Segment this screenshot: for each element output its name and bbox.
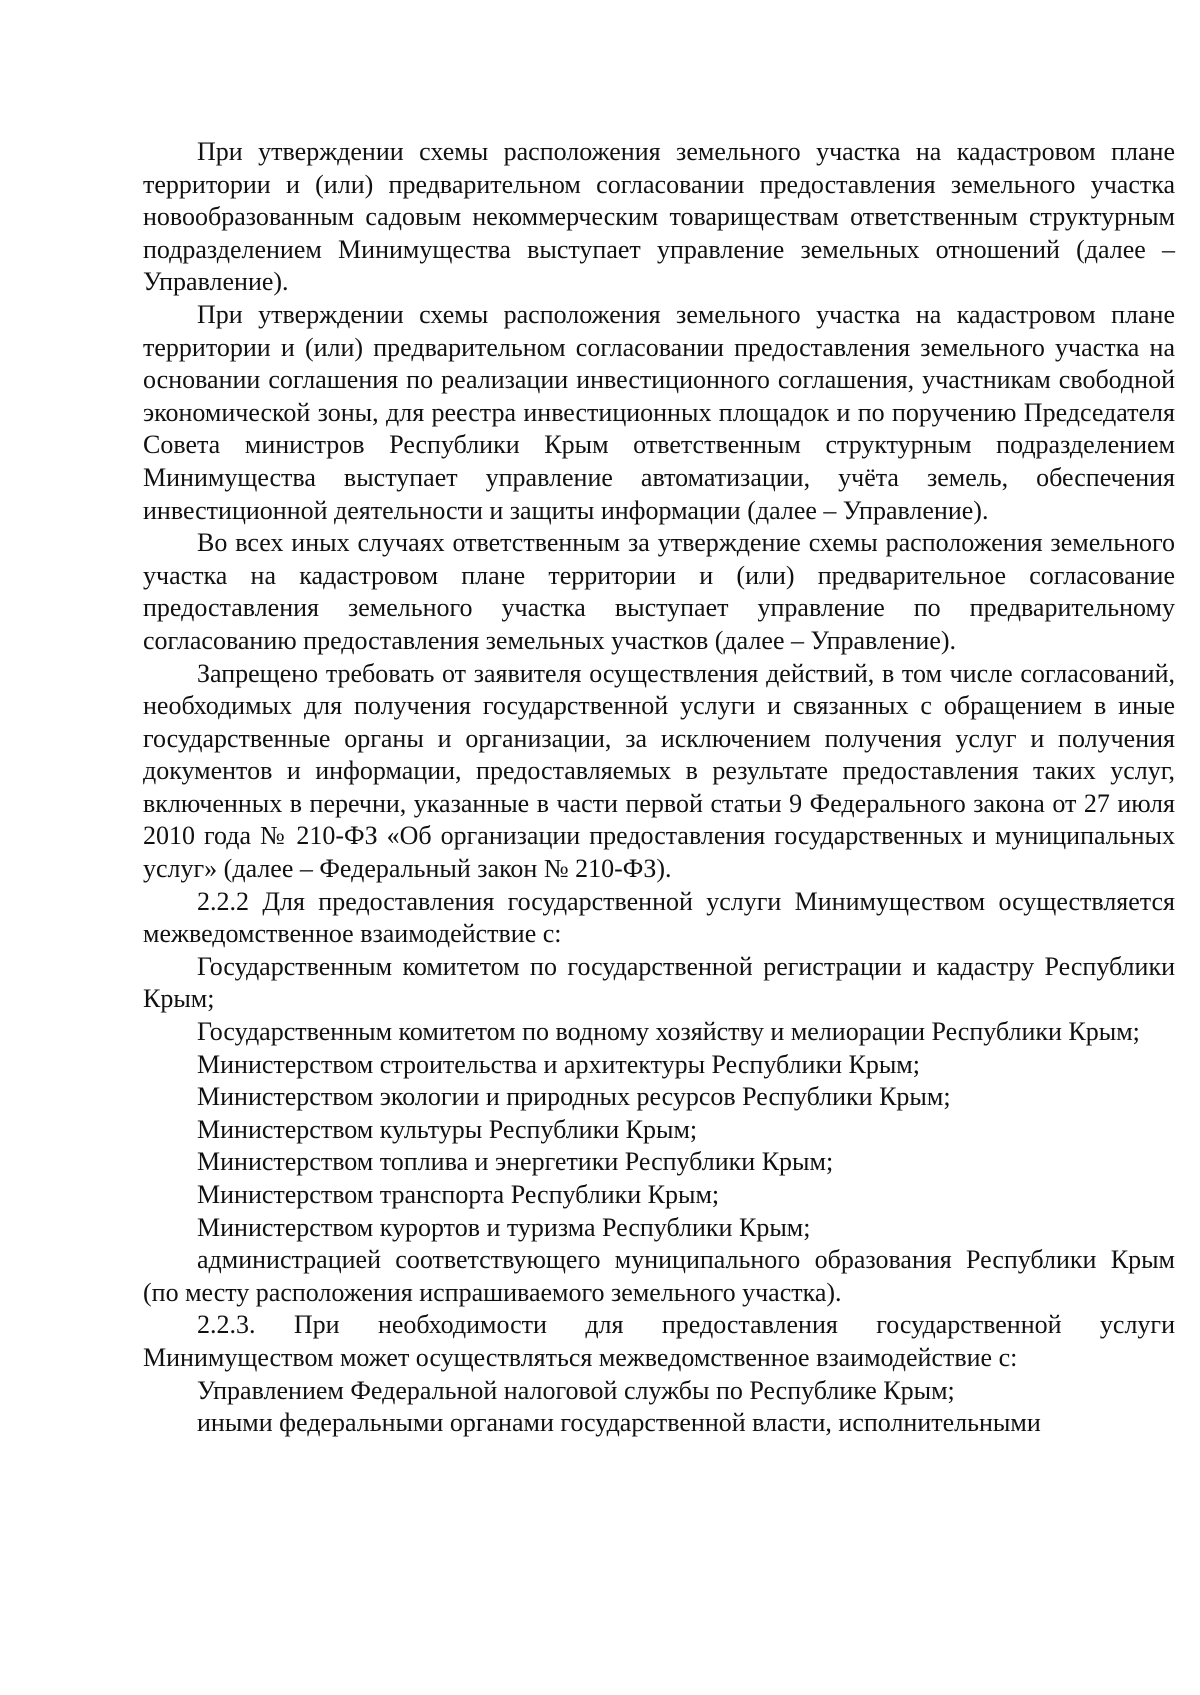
list-item: Управлением Федеральной налоговой службы по Республике Крым; <box>197 1375 955 1405</box>
paragraph: Запрещено требовать от заявителя осуществления действий, в том числе согласований, необходимых для получения государственной услуги и связанных с обращением в иные государственные органы и организации, за исключением получения услуг и получения документов и информации, предоставляемых в результате предоставления таких услуг, включенных в перечни, указанные в части первой статьи 9 Федерального закона от 27 июля 2010 года № 210-ФЗ «Об организации предоставления государственных и муниципальных услуг» (далее – Федеральный закон № 210-ФЗ). <box>143 658 1175 884</box>
list-item: администрацией соответствующего муниципального образования Республики Крым (по месту расположения испрашиваемого земельного участка). <box>143 1245 1175 1307</box>
list-item: Государственным комитетом по водному хозяйству и мелиорации Республики Крым; <box>197 1017 1140 1047</box>
list-item: Министерством строительства и архитектуры Республики Крым; <box>197 1049 920 1079</box>
paragraph: Во всех иных случаях ответственным за утверждение схемы расположения земельного участка на кадастровом плане территории и (или) предварительное согласование предоставления земельного участка выступает управление по предварительному согласованию предоставления земельных участков (далее – Управление). <box>143 528 1175 655</box>
list-item: Министерством культуры Республики Крым; <box>197 1114 698 1144</box>
paragraph: При утверждении схемы расположения земельного участка на кадастровом плане территории и (или) предварительном согласовании предоставления земельного участка новообразованным садовым некоммерческим товариществам ответственным структурным подразделением Минимущества выступает управление земельных отношений (далее – Управление). <box>143 137 1175 297</box>
section-2-2-2-paragraph: 2.2.2 Для предоставления государственной услуги Минимуществом осуществляется межведомственное взаимодействие с: <box>143 886 1175 949</box>
list-item: Министерством курортов и туризма Республики Крым; <box>197 1212 811 1242</box>
list-item: иными федеральными органами государственной власти, исполнительными <box>197 1408 1041 1438</box>
paragraph: При утверждении схемы расположения земельного участка на кадастровом плане территории и (или) предварительном согласовании предоставления земельного участка на основании соглашения по реализации инвестиционного соглашения, участникам свободной экономической зоны, для реестра инвестиционных площадок и по поручению Председателя Совета министров Республики Крым ответственным структурным подразделением Минимущества выступает управление автоматизации, учёта земель, обеспечения инвестиционной деятельности и защиты информации (далее – Управление). <box>143 299 1175 525</box>
document-body <box>143 136 1175 1440</box>
list-item: Министерством транспорта Республики Крым; <box>197 1180 720 1209</box>
list-item: Министерством экологии и природных ресурсов Республики Крым; <box>197 1082 951 1112</box>
list-item: Государственным комитетом по государственной регистрации и кадастру Республики Крым; <box>143 951 1175 1014</box>
section-2-2-3-paragraph: 2.2.3. При необходимости для предоставления государственной услуги Минимуществом может осуществляться межведомственное взаимодействие с: <box>143 1310 1175 1372</box>
list-item: Министерством топлива и энергетики Республики Крым; <box>197 1147 834 1177</box>
